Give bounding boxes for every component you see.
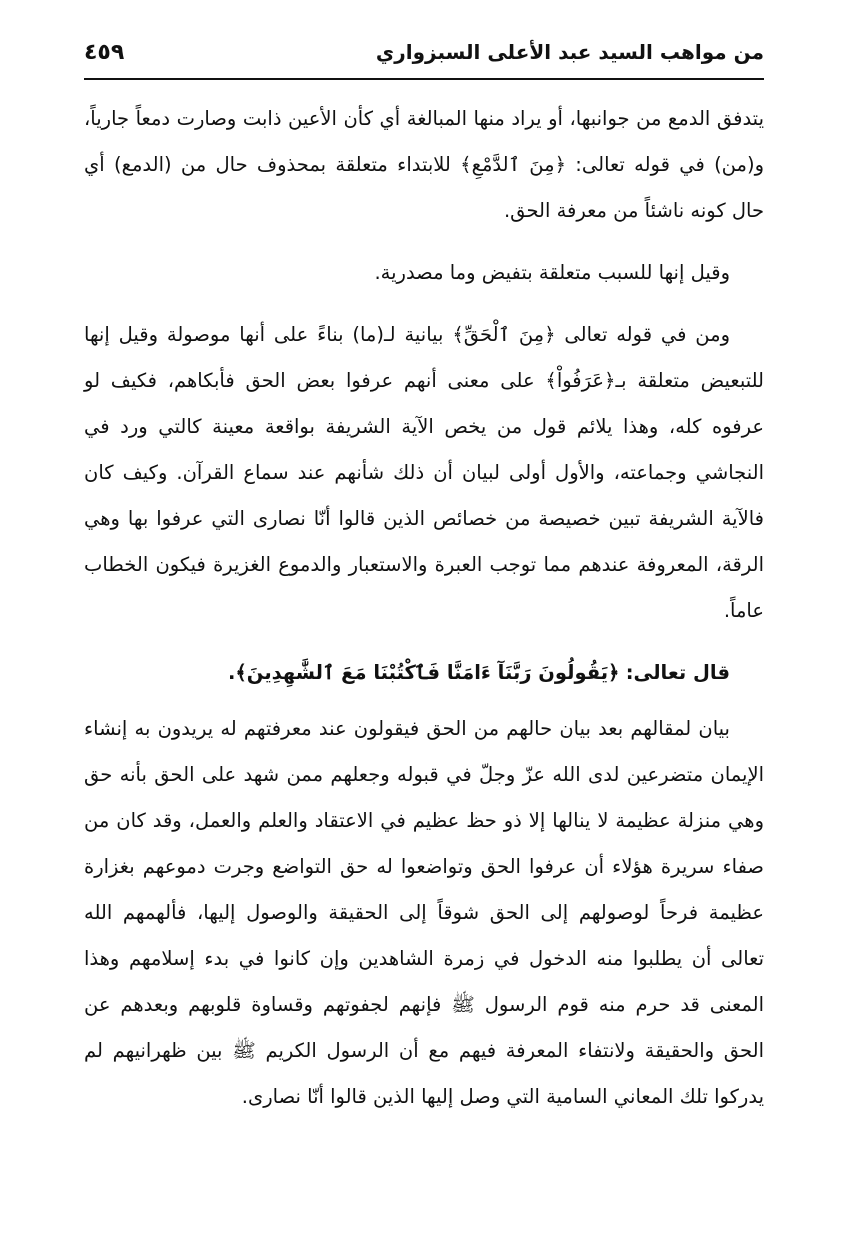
page-body: [84, 96, 764, 1120]
running-header: [84, 26, 764, 80]
paragraph-tadaffuq: يتدفق الدمع من جوانبها، أو يراد منها المبالغة أي كأن الأعين ذابت وصارت دمعاً جارياً، و(من) في قوله تعالى: ﴿مِنَ ٱلدَّمْعِ﴾ للابتداء متعلقة بمحذوف حال من (الدمع) أي حال كونه ناشئاً من معرفة الحق.: [84, 107, 764, 222]
paragraph-sabab: وقيل إنها للسبب متعلقة بتفيض وما مصدرية.: [374, 261, 730, 284]
verse-text: ﴿يَقُولُونَ رَبَّنَآ ءَامَنَّا فَٱكْتُبْنَا مَعَ ٱلشَّٰهِدِينَ﴾.: [227, 661, 620, 684]
paragraph-min-al-haqq: ومن في قوله تعالى ﴿مِنَ ٱلْحَقِّ﴾ بيانية لـ(ما) بناءً على أنها موصولة وقيل إنها للتبعيض متعلقة بـ﴿عَرَفُواْ﴾ على معنى أنهم عرفوا بعض الحق فأبكاهم، فكيف لو عرفوه كله، وهذا يلائم قول من يخص الآية الشريفة بواقعة معينة كالتي ورد في النجاشي وجماعته، والأول أولى لبيان أن ذلك شأنهم عند سماع القرآن. وكيف كان فالآية الشريفة تبين خصيصة من خصائص الذين قالوا أنّا نصارى التي عرفوا بها وهي الرقة، المعروفة عندهم مما توجب العبرة والاستعبار والدموع الغزيرة فيكون الخطاب عاماً.: [84, 323, 764, 622]
paragraph-bayan: بيان لمقالهم بعد بيان حالهم من الحق فيقولون عند معرفتهم له يريدون به إنشاء الإيمان متضرعين لدى الله عزّ وجلّ في قبوله وجعلهم ممن شهد على الحق بأنه حق وهي منزلة عظيمة لا ينالها إلا ذو حظ عظيم في الاعتقاد والعلم والعمل، وقد كان من صفاء سريرة هؤلاء أن عرفوا الحق وتواضعوا له حق التواضع وجرت دموعهم بغزارة عظيمة فرحاً لوصولهم إلى الحق شوقاً إلى الحقيقة والوصول إليها، فألهمهم الله تعالى أن يطلبوا منه الدخول في زمرة الشاهدين وإن كانوا في بدء إسلامهم وهذا المعنى قد حرم منه قوم الرسول ﷺ فإنهم لجفوتهم وقساوة قلوبهم وبعدهم عن الحق والحقيقة ولانتفاء المعرفة فيهم مع أن الرسول الكريم ﷺ بين ظهرانيهم لم يدركوا تلك المعاني السامية التي وصل إليها الذين قالوا أنّا نصارى.: [84, 717, 764, 1108]
page-number: ٤٥٩: [84, 39, 125, 65]
verse-heading-label: قال تعالى:: [625, 661, 730, 684]
verse-heading: [84, 650, 764, 696]
running-head-title: من مواهب السيد عبد الأعلى السبزواري: [375, 40, 764, 64]
